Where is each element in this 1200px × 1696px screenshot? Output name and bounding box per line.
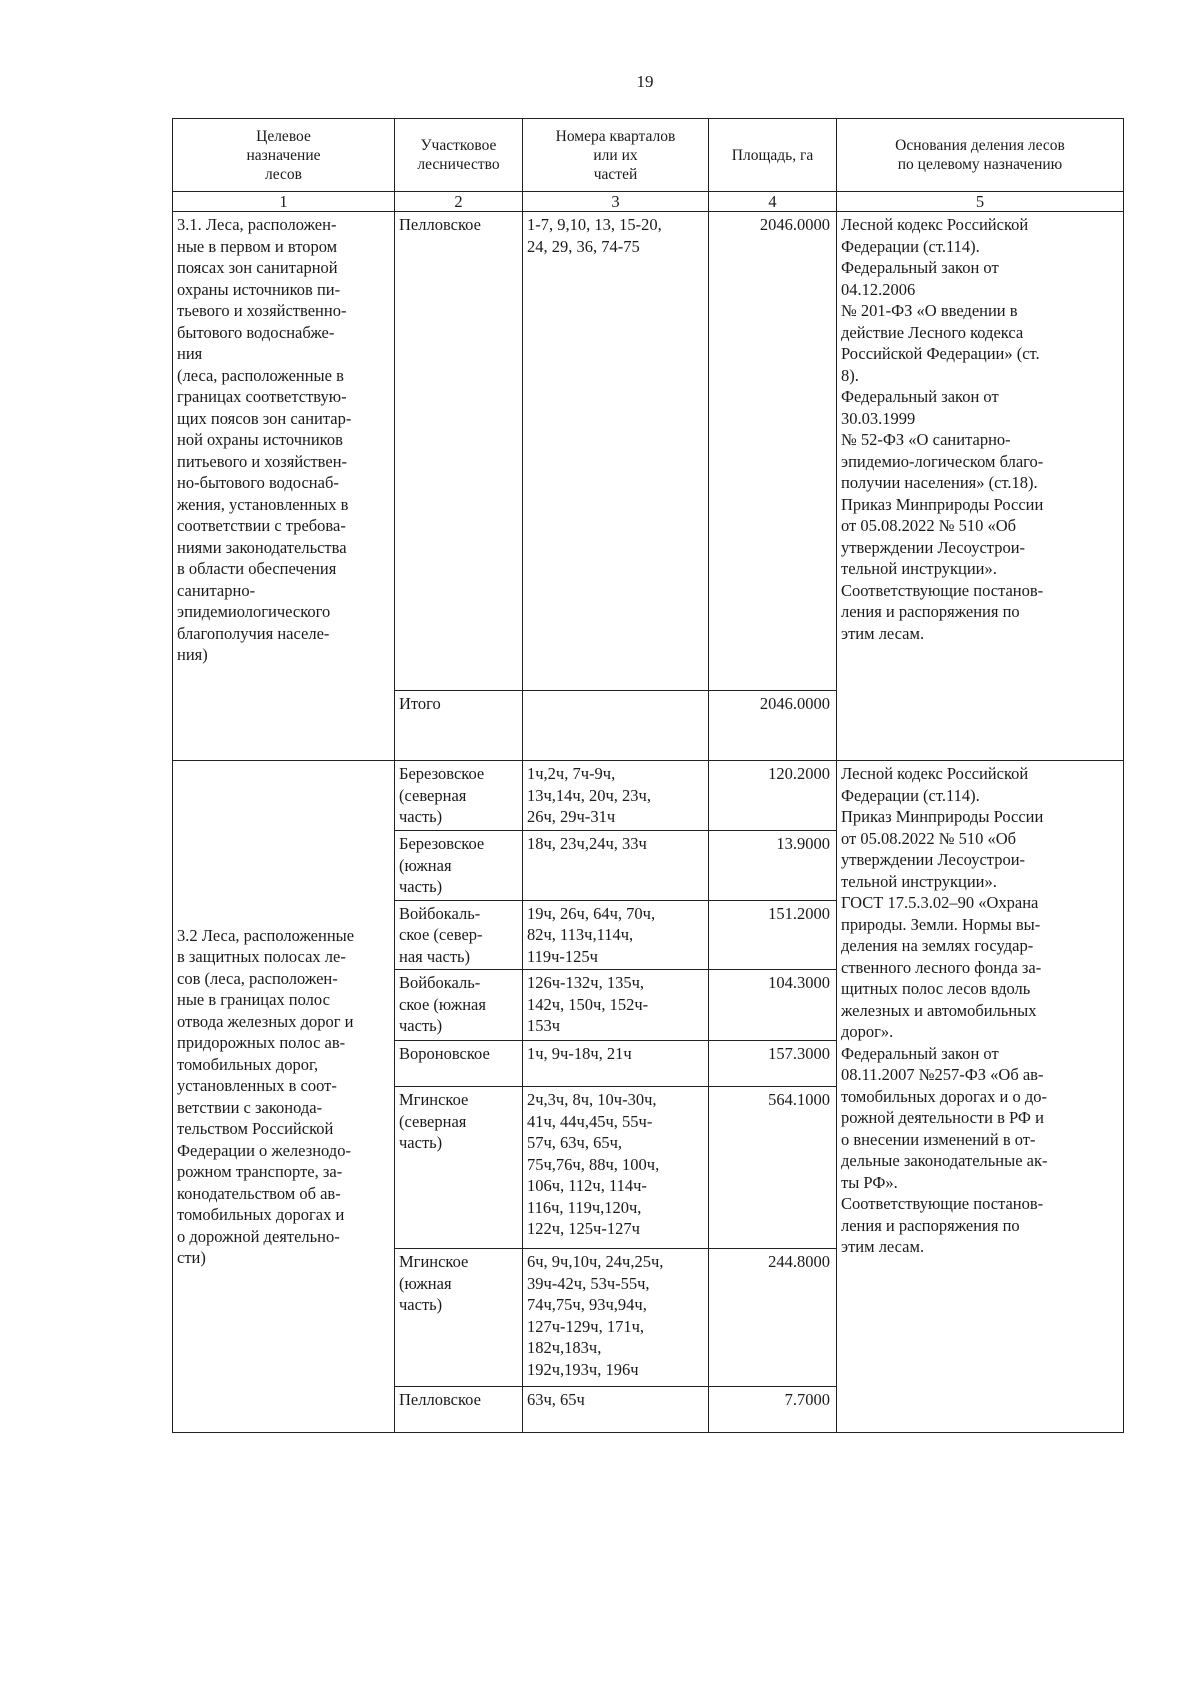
district-cell: Березовское (южная часть) [395,831,523,901]
forest-purpose-table [172,118,1124,1433]
header-area: Площадь, га [709,119,837,192]
page-number: 19 [636,72,654,91]
district-cell: Березовское (северная часть) [395,761,523,831]
quarters-cell: 6ч, 9ч,10ч, 24ч,25ч, 39ч-42ч, 53ч-55ч, 74ч,75ч, 93ч,94ч, 127ч-129ч, 171ч, 182ч,183ч, 192ч,193ч, 196ч [523,1249,709,1387]
district-cell: Войбокаль- ское (север- ная часть) [395,900,523,970]
district-cell: Вороновское [395,1041,523,1087]
area-cell: 157.3000 [709,1041,837,1087]
area-cell: 7.7000 [709,1387,837,1433]
area-cell: 104.3000 [709,970,837,1041]
total-area: 2046.0000 [709,691,837,761]
quarters-cell: 1ч,2ч, 7ч-9ч, 13ч,14ч, 20ч, 23ч, 26ч, 29ч-31ч [523,761,709,831]
table-row [173,212,1124,691]
header-purpose: Целевое назначение лесов [173,119,395,192]
column-number: 4 [709,192,837,212]
area-cell: 244.8000 [709,1249,837,1387]
quarters-cell: 126ч-132ч, 135ч, 142ч, 150ч, 152ч- 153ч [523,970,709,1041]
column-number: 1 [173,192,395,212]
quarters-cell [523,691,709,761]
basis-cell: Лесной кодекс Российской Федерации (ст.114). Приказ Минприроды России от 05.08.2022 № 510 «Об утверждении Лесоустрои- тельной инструкции». ГОСТ 17.5.3.02–90 «Охрана природы. Земли. Нормы вы- деления на землях государ- ственного лесного фонда за- щитных полос лесов вдоль железных и автомобильных дорог». Федеральный закон от 08.11.2007 №257-ФЗ «Об ав- томобильных дорогах и о до- рожной деятельности в РФ и о внесении изменений в от- дельные законодательные ак- ты РФ». Соответствующие постанов- ления и распоряжения по этим лесам. [837,761,1124,1433]
header-district: Участковое лесничество [395,119,523,192]
column-number-row [173,192,1124,212]
district-cell: Мгинское (северная часть) [395,1087,523,1249]
area-cell: 151.2000 [709,900,837,970]
total-label: Итого [395,691,523,761]
quarters-cell: 1ч, 9ч-18ч, 21ч [523,1041,709,1087]
district-cell: Пелловское [395,212,523,691]
column-number: 2 [395,192,523,212]
area-cell: 564.1000 [709,1087,837,1249]
area-cell: 13.9000 [709,831,837,901]
purpose-category: 3.2 Леса, расположенные в защитных полосах ле- сов (леса, расположен- ные в границах полос отвода железных дорог и придорожных полос ав- томобильных дорог, установленных в соот- ветствии с законода- тельством Российской Федерации о железнодо- рожном транспорте, за- конодательством об ав- томобильных дорогах и о дорожной деятельно- сти) [173,761,395,1433]
column-number: 3 [523,192,709,212]
header-basis: Основания деления лесов по целевому назначению [837,119,1124,192]
district-cell: Пелловское [395,1387,523,1433]
district-cell: Войбокаль- ское (южная часть) [395,970,523,1041]
quarters-cell: 18ч, 23ч,24ч, 33ч [523,831,709,901]
quarters-cell: 63ч, 65ч [523,1387,709,1433]
area-cell: 2046.0000 [709,212,837,691]
district-cell: Мгинское (южная часть) [395,1249,523,1387]
area-cell: 120.2000 [709,761,837,831]
basis-cell: Лесной кодекс Российской Федерации (ст.114). Федеральный закон от 04.12.2006 № 201-ФЗ «О введении в действие Лесного кодекса Российской Федерации» (ст. 8). Федеральный закон от 30.03.1999 № 52-ФЗ «О санитарно- эпидемио-логическом благо- получии населения» (ст.18). Приказ Минприроды России от 05.08.2022 № 510 «Об утверждении Лесоустрои- тельной инструкции». Соответствующие постанов- ления и распоряжения по этим лесам. [837,212,1124,761]
quarters-cell: 1-7, 9,10, 13, 15-20, 24, 29, 36, 74-75 [523,212,709,691]
quarters-cell: 19ч, 26ч, 64ч, 70ч, 82ч, 113ч,114ч, 119ч-125ч [523,900,709,970]
column-number: 5 [837,192,1124,212]
table-header-row [173,119,1124,192]
quarters-cell: 2ч,3ч, 8ч, 10ч-30ч, 41ч, 44ч,45ч, 55ч- 57ч, 63ч, 65ч, 75ч,76ч, 88ч, 100ч, 106ч, 112ч, 114ч- 116ч, 119ч,120ч, 122ч, 125ч-127ч [523,1087,709,1249]
header-quarters: Номера кварталов или их частей [523,119,709,192]
purpose-category: 3.1. Леса, расположен- ные в первом и втором поясах зон санитарной охраны источников пи- тьевого и хозяйственно- бытового водоснабже- ния (леса, расположенные в границах соответствую- щих поясов зон санитар- ной охраны источников питьевого и хозяйствен- но-бытового водоснаб- жения, установленных в соответствии с требова- ниями законодательства в области обеспечения санитарно- эпидемиологического благополучия населе- ния) [173,212,395,761]
table-row [173,761,1124,831]
